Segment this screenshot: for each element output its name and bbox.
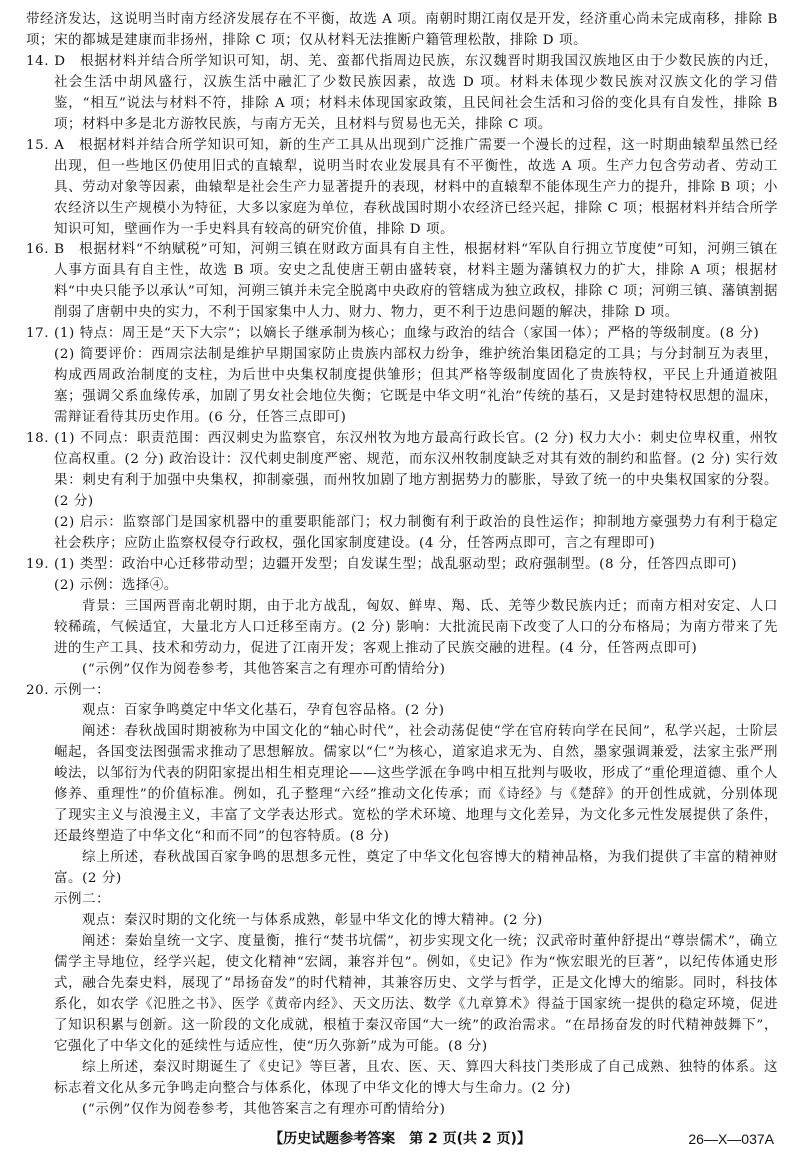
page-footer xyxy=(0,1128,800,1150)
answer-19-background: 背景：三国两晋南北朝时期，由于北方战乱，匈奴、鲜卑、羯、氐、羌等少数民族内迁；而南方相对安定、人口较稀疏，气候适宜，大量北方人口迁移至南方。(2 分) 影响：大批流民南下改变了人口的分布格局；为南方带来了先进的生产工具、技术和劳动力，促进了江南开发；客观上推动了民族交融的进程。(4 分，任答两点即可) xyxy=(54,598,778,656)
answer-18-part-2: (2) 启示：监察部门是国家机器中的重要职能部门；权力制衡有利于政治的良性运作；抑制地方豪强势力有利于稳定社会秩序；应防止监察权侵夺行政权，强化国家制度建设。(4 分，任答两点即可，言之有理即可) xyxy=(54,514,778,551)
answer-19-part-2: (2) 示例：选择④。 xyxy=(54,577,178,593)
answer-content xyxy=(26,10,778,1121)
answer-19-part-1: 19. (1) 类型：政治中心迁移带动型；边疆开发型；自发谋生型；战乱驱动型；政府强制型。(8 分，任答四点即可) xyxy=(26,556,738,572)
answer-20-example-2-heading: 示例二： xyxy=(54,892,111,908)
answer-16: 16. B 根据材料“不纳赋税”可知，河朔三镇在财政方面具有自主性，根据材料“军队自行拥立节度使”可知，河朔三镇在人事方面具有自主性，故选 B 项。安史之乱使唐王朝由盛转衰，材料主题为藩镇权力的扩大，排除 A 项；根据材料“中央只能予以承认”可知，河朔三镇并未完全脱离中央政府的管辖成为独立政权，排除 C 项；河朔三镇、藩镇割据削弱了唐朝中央的实力，不利于国家集中人力、财力、物力，更不利于边患问题的解决，排除 D 项。 xyxy=(26,242,778,321)
answer-20-example-1-viewpoint: 观点：百家争鸣奠定中华文化基石，孕育包容品格。(2 分) xyxy=(82,703,445,719)
answer-20-example-2-summary: 综上所述，秦汉时期诞生了《史记》等巨著，且农、医、天、算四大科技门类形成了自己成熟、独特的体系。这标志着文化从多元争鸣走向整合与体系化，体现了中华文化的博大与生命力。(2 分) xyxy=(54,1059,778,1096)
intro-paragraph: 带经济发达，这说明当时南方经济发展存在不平衡，故选 A 项。南朝时期江南仅是开发，经济重心尚未完成南移，排除 B 项；宋的都城是建康而非扬州，排除 C 项；仅从材料无法推断户籍管理松散，排除 D 项。 xyxy=(26,12,778,48)
answer-17-part-1: 17. (1) 特点：周王是“天下大宗”；以嫡长子继承制为核心；血缘与政治的结合（家国一体）；严格的等级制度。(8 分) xyxy=(26,326,760,342)
answer-20-example-1-elaboration: 阐述：春秋战国时期被称为中国文化的“轴心时代”，社会动荡促使“学在官府转向学在民间”，私学兴起，士阶层崛起，各国变法图强需求推动了思想解放。儒家以“仁”为核心，道家追求无为、自然，墨家强调兼爱，法家主张严刑峻法，以邹衍为代表的阴阳家提出相生相克理论——这些学派在争鸣中相互批判与吸收，形成了“重伦理道德、重个人修养、重理性”的价值标准。例如，孔子整理“六经”推动文化传承；而《诗经》与《楚辞》的开创性成就，分别体现了现实主义与浪漫主义，丰富了文学表达形式。宽松的学术环境、地理与文化差异，为文化多元性发展提供了条件，还最终塑造了中华文化“和而不同”的包容特质。(8 分) xyxy=(54,724,778,845)
answer-20-example-1-summary: 综上所述，春秋战国百家争鸣的思想多元性，奠定了中华文化包容博大的精神品格，为我们提供了丰富的精神财富。(2 分) xyxy=(54,850,778,887)
footer-title: 【历史试题参考答案 第 2 页(共 2 页)】 xyxy=(269,1131,531,1147)
footer-exam-code: 26—X—037A xyxy=(688,1131,774,1147)
answer-15: 15. A 根据材料并结合所学知识可知，新的生产工具从出现到广泛推广需要一个漫长的过程，这一时期曲辕犁虽然已经出现，但一些地区仍使用旧式的直辕犁，说明当时农业发展具有不平衡性，故选 A 项。生产力包含劳动者、劳动工具、劳动对象等因素，曲辕犁是社会生产力显著提升的表现，材料中的直辕犁不能体现生产力的提升，排除 B 项；小农经济以生产规模小为特征，大多以家庭为单位，春秋战国时期小农经济已经兴起，排除 C 项；根据材料并结合所学知识可知，壁画作为一手史料具有较高的研究价值，排除 D 项。 xyxy=(26,137,778,237)
answer-14: 14. D 根据材料并结合所学知识可知，胡、羌、蛮都代指周边民族，东汉魏晋时期我国汉族地区由于少数民族的内迁，社会生活中胡风盛行，汉族生活中融汇了少数民族因素，故选 D 项。材料未体现少数民族对汉族文化的学习借鉴，“相互”说法与材料不符，排除 A 项；材料未体现国家政策，且民间社会生活和习俗的变化具有自发性，排除 B 项；材料中多是北方游牧民族，与南方无关，且材料与贸易也无关，排除 C 项。 xyxy=(26,53,778,132)
answer-20-note: (“示例”仅作为阅卷参考，其他答案言之有理亦可酌情给分) xyxy=(82,1101,446,1117)
answer-20-example-1-heading: 20. 示例一： xyxy=(26,682,111,698)
answer-17-part-2: (2) 简要评价：西周宗法制是维护早期国家防止贵族内部权力纷争，维护统治集团稳定的工具；与分封制互为表里，构成西周政治制度的支柱，为后世中央集权制度提供雏形；但其严格等级制度固化了贵族特权，平民上升通道被阻塞；强调父系血缘传承，加剧了男女社会地位失衡；它既是中华文明“礼治”传统的基石，又是封建特权思想的温床，需辩证看待其历史作用。(6 分，任答三点即可) xyxy=(54,347,778,426)
answer-20-example-2-viewpoint: 观点：秦汉时期的文化统一与体系成熟，彰显中华文化的博大精神。(2 分) xyxy=(82,912,543,928)
answer-18-part-1: 18. (1) 不同点：职责范围：西汉刺史为监察官，东汉州牧为地方最高行政长官。(2 分) 权力大小：刺史位卑权重，州牧位高权重。(2 分) 政治设计：汉代刺史制度严密、规范，而东汉州牧制度缺乏对其有效的制约和监督。(2 分) 实行效果：刺史有利于加强中央集权，抑制豪强，而州牧加剧了地方割据势力的膨胀，导致了统一的中央集权国家的分裂。(2 分) xyxy=(26,431,778,509)
answer-19-note: (“示例”仅作为阅卷参考，其他答案言之有理亦可酌情给分) xyxy=(82,661,446,677)
answer-20-example-2-elaboration: 阐述：秦始皇统一文字、度量衡，推行“焚书坑儒”，初步实现文化一统；汉武帝时董仲舒提出“尊崇儒术”，确立儒学主导地位，经学兴起，使文化精神“宏阔，兼容并包”。例如，《史记》作为“恢宏眼光的巨著”，以纪传体通史形式，融合先秦史料，展现了“昂扬奋发”的时代精神，其兼容历史、文学与哲学，正是文化博大的缩影。同时，科技体系化，如农学《氾胜之书》、医学《黄帝内经》、天文历法、数学《九章算术》得益于国家统一提供的稳定环境，促进了知识积累与创新。这一阶段的文化成就，根植于秦汉帝国“大一统”的政治需求。“在昂扬奋发的时代精神鼓舞下”，它强化了中华文化的延续性与适应性，使“历久弥新”成为可能。(8 分) xyxy=(54,933,778,1054)
